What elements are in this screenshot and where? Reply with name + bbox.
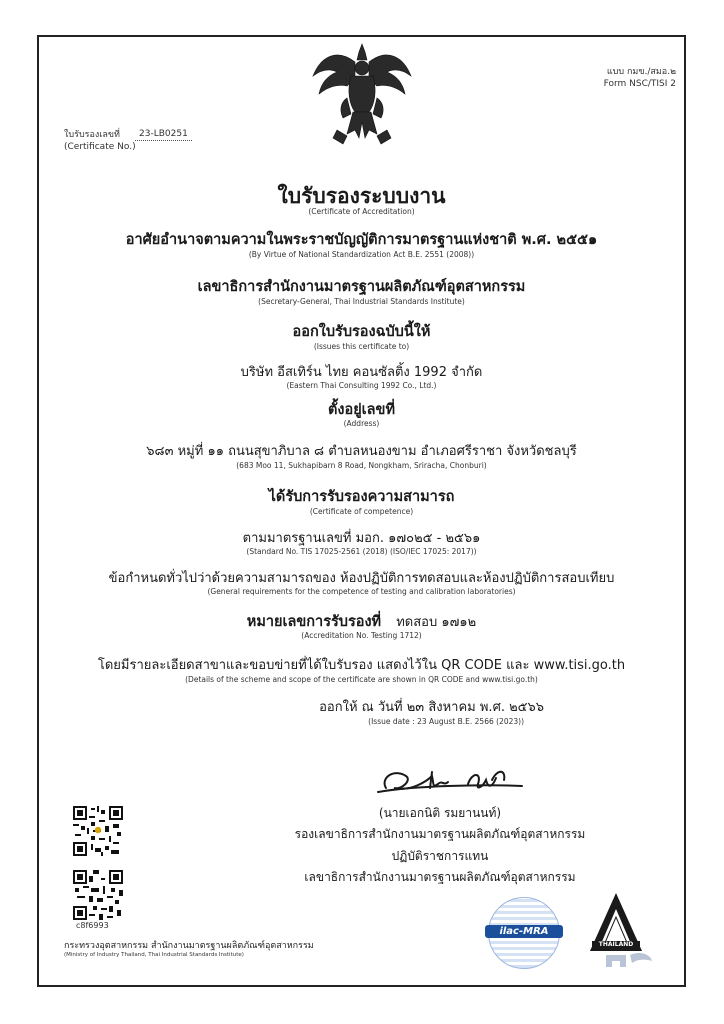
signatory-title-1: รองเลขาธิการสำนักงานมาตรฐานผลิตภัณฑ์อุตสาหกรรม: [294, 827, 586, 841]
issue-date-en: (Issue date : 23 August B.E. 2566 (2023)): [368, 717, 524, 726]
signatory-title-2: ปฏิบัติราชการแทน: [391, 849, 489, 863]
nsc-thailand-logo: [576, 889, 656, 969]
requirements-th: ข้อกำหนดทั่วไปว่าด้วยความสามารถของ ห้องปฏิบัติการทดสอบและห้องปฏิบัติการสอบเทียบ: [108, 571, 615, 586]
ilac-mra-label: ilac-MRA: [485, 925, 563, 938]
competence-en: (Certificate of competence): [309, 507, 414, 516]
accreditation-no: [37, 610, 686, 633]
qr-code-id: c8f6993: [76, 921, 109, 930]
certificate-no-label-th: ใบรับรองเลขที่: [64, 130, 120, 140]
form-number-en: Form NSC/TISI 2: [603, 79, 676, 89]
certificate-no-label: [64, 129, 136, 153]
form-number-th: แบบ กมข./สมอ.๒: [606, 67, 676, 77]
competence-th: ได้รับการรับรองความสามารถ: [268, 489, 455, 505]
issuer-en: (Secretary-General, Thai Industrial Standards Institute): [258, 297, 465, 306]
certificate-no-label-en: (Certificate No.): [64, 142, 136, 152]
details-en: (Details of the scheme and scope of the certificate are shown in QR CODE and www.tisi.go.th): [185, 675, 538, 684]
authority-en: (By Virtue of National Standardization Act B.E. 2551 (2008)): [248, 250, 475, 259]
address-en: (683 Moo 11, Sukhapibarn 8 Road, Nongkham, Sriracha, Chonburi): [236, 461, 487, 470]
qr-code-icon: [73, 806, 123, 856]
accreditation-no-value: ทดสอบ ๑๗๑๒: [396, 615, 477, 630]
authority-th: อาศัยอำนาจตามความในพระราชบัญญัติการมาตรฐานแห่งชาติ พ.ศ. ๒๕๕๑: [125, 232, 598, 248]
qr-code-secondary-icon: [73, 870, 123, 920]
certificate-no-value: 23-LB0251: [135, 129, 192, 141]
signatory-title-3: เลขาธิการสำนักงานมาตรฐานผลิตภัณฑ์อุตสาหกรรม: [304, 870, 576, 884]
nsc-thailand-label: THAILAND: [598, 941, 634, 948]
issue-date-th: ออกให้ ณ วันที่ ๒๓ สิงหาคม พ.ศ. ๒๕๖๖: [319, 700, 544, 715]
certificate-title-en: (Certificate of Accreditation): [308, 207, 415, 216]
footer-ministry-th: กระทรวงอุตสาหกรรม สำนักงานมาตรฐานผลิตภัณฑ์อุตสาหกรรม: [64, 941, 314, 951]
standard-en: (Standard No. TIS 17025-2561 (2018) (ISO/IEC 17025: 2017)): [246, 547, 477, 556]
accreditation-no-label: หมายเลขการรับรองที่: [246, 614, 382, 630]
issues-to-th: ออกใบรับรองฉบับนี้ให้: [292, 324, 431, 340]
certificate-title: ใบรับรองระบบงาน: [277, 184, 446, 208]
footer-ministry-en: (Ministry of Industry Thailand, Thai Industrial Standards Institute): [64, 952, 244, 958]
details-th: โดยมีรายละเอียดสาขาและขอบข่ายที่ได้ใบรับรอง แสดงไว้ใน QR CODE และ www.tisi.go.th: [97, 658, 626, 673]
address-heading-en: (Address): [343, 419, 380, 428]
standard-th: ตามมาตรฐานเลขที่ มอก. ๑๗๐๒๕ - ๒๕๖๑: [242, 531, 481, 546]
signature-image: [372, 758, 542, 798]
garuda-emblem-icon: [307, 38, 417, 150]
company-name-en: (Eastern Thai Consulting 1992 Co., Ltd.): [286, 381, 437, 390]
issues-to-en: (Issues this certificate to): [313, 342, 410, 351]
address-heading-th: ตั้งอยู่เลขที่: [327, 402, 395, 418]
ilac-mra-logo: [488, 897, 560, 969]
signatory-name: (นายเอกนิติ รมยานนท์): [378, 806, 502, 820]
requirements-en: (General requirements for the competence of testing and calibration laboratories): [207, 587, 516, 596]
company-name-th: บริษัท อีสเทิร์น ไทย คอนซัลติ้ง 1992 จำกัด: [240, 365, 483, 380]
issuer-th: เลขาธิการสำนักงานมาตรฐานผลิตภัณฑ์อุตสาหกรรม: [197, 279, 526, 295]
accreditation-no-en: (Accreditation No. Testing 1712): [301, 631, 422, 640]
address-th: ๖๘๓ หมู่ที่ ๑๑ ถนนสุขาภิบาล ๘ ตำบลหนองขาม อำเภอศรีราชา จังหวัดชลบุรี: [146, 444, 577, 459]
